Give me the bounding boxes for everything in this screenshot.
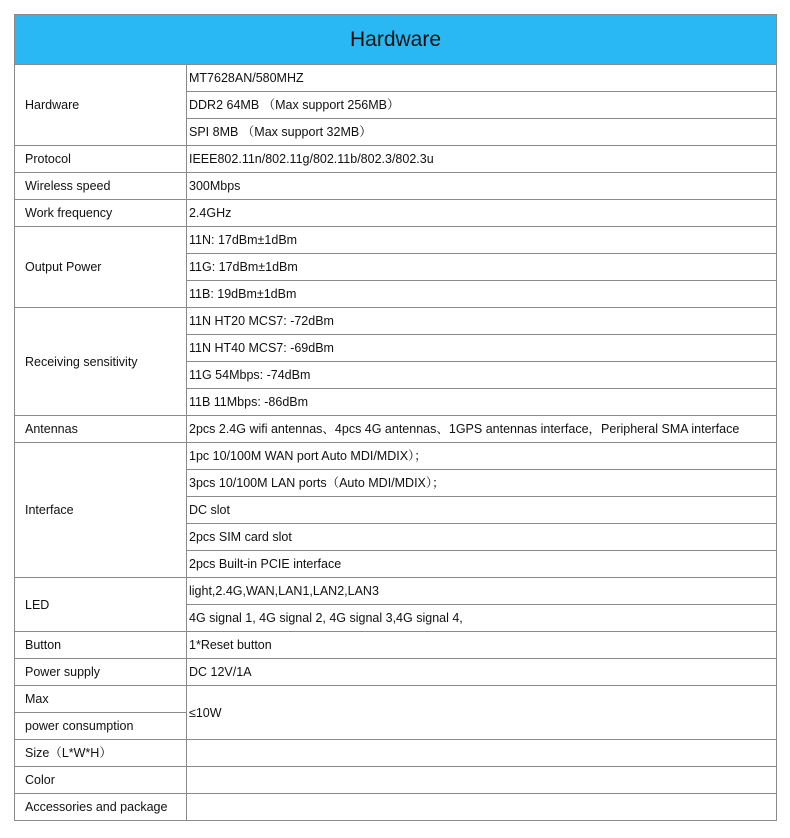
table-row (15, 740, 777, 767)
row-value: SPI 8MB （Max support 32MB） (187, 119, 777, 146)
table-row (15, 686, 777, 713)
table-title: Hardware (15, 15, 777, 65)
table-row (15, 416, 777, 443)
table-row (15, 173, 777, 200)
row-value: 300Mbps (187, 173, 777, 200)
row-label-wireless-speed: Wireless speed (15, 173, 187, 200)
row-value: light,2.4G,WAN,LAN1,LAN2,LAN3 (187, 578, 777, 605)
table-row (15, 443, 777, 470)
table-row (15, 200, 777, 227)
row-label-size: Size（L*W*H） (15, 740, 187, 767)
table-row (15, 146, 777, 173)
row-value: 11B 11Mbps: -86dBm (187, 389, 777, 416)
row-label-output-power: Output Power (15, 227, 187, 308)
row-value: 11N HT40 MCS7: -69dBm (187, 335, 777, 362)
table-row (15, 578, 777, 605)
row-label-work-frequency: Work frequency (15, 200, 187, 227)
table-row (15, 65, 777, 92)
row-label-max-power-line2: power consumption (15, 713, 187, 740)
row-value: 2pcs 2.4G wifi antennas、4pcs 4G antennas、1GPS antennas interface，Peripheral SMA interface (187, 416, 777, 443)
row-value: 2.4GHz (187, 200, 777, 227)
row-value: 1*Reset button (187, 632, 777, 659)
row-value: 2pcs Built-in PCIE interface (187, 551, 777, 578)
table-row (15, 632, 777, 659)
row-value: MT7628AN/580MHZ (187, 65, 777, 92)
row-label-interface: Interface (15, 443, 187, 578)
row-value: ≤10W (187, 686, 777, 740)
row-value: 3pcs 10/100M LAN ports（Auto MDI/MDIX）； (187, 470, 777, 497)
table-row (15, 767, 777, 794)
row-value (187, 794, 777, 821)
table-row (15, 227, 777, 254)
row-value: DDR2 64MB （Max support 256MB） (187, 92, 777, 119)
table-row (15, 794, 777, 821)
hardware-spec-table (14, 14, 777, 821)
row-value: 11N HT20 MCS7: -72dBm (187, 308, 777, 335)
row-label-color: Color (15, 767, 187, 794)
row-value: 11G: 17dBm±1dBm (187, 254, 777, 281)
row-value: 11B: 19dBm±1dBm (187, 281, 777, 308)
row-value: 4G signal 1, 4G signal 2, 4G signal 3,4G signal 4, (187, 605, 777, 632)
row-label-hardware: Hardware (15, 65, 187, 146)
row-label-button: Button (15, 632, 187, 659)
row-value: 11G 54Mbps: -74dBm (187, 362, 777, 389)
row-label-led: LED (15, 578, 187, 632)
table-header-row (15, 15, 777, 65)
row-label-power-supply: Power supply (15, 659, 187, 686)
row-label-antennas: Antennas (15, 416, 187, 443)
row-value: 11N: 17dBm±1dBm (187, 227, 777, 254)
row-value: 2pcs SIM card slot (187, 524, 777, 551)
row-value: DC slot (187, 497, 777, 524)
row-label-accessories: Accessories and package (15, 794, 187, 821)
row-label-max-power-line1: Max (15, 686, 187, 713)
row-value: DC 12V/1A (187, 659, 777, 686)
row-value: IEEE802.11n/802.11g/802.11b/802.3/802.3u (187, 146, 777, 173)
row-label-protocol: Protocol (15, 146, 187, 173)
row-value: 1pc 10/100M WAN port Auto MDI/MDIX）； (187, 443, 777, 470)
table-row (15, 659, 777, 686)
row-value (187, 767, 777, 794)
table-row (15, 308, 777, 335)
row-value (187, 740, 777, 767)
row-label-receiving-sensitivity: Receiving sensitivity (15, 308, 187, 416)
